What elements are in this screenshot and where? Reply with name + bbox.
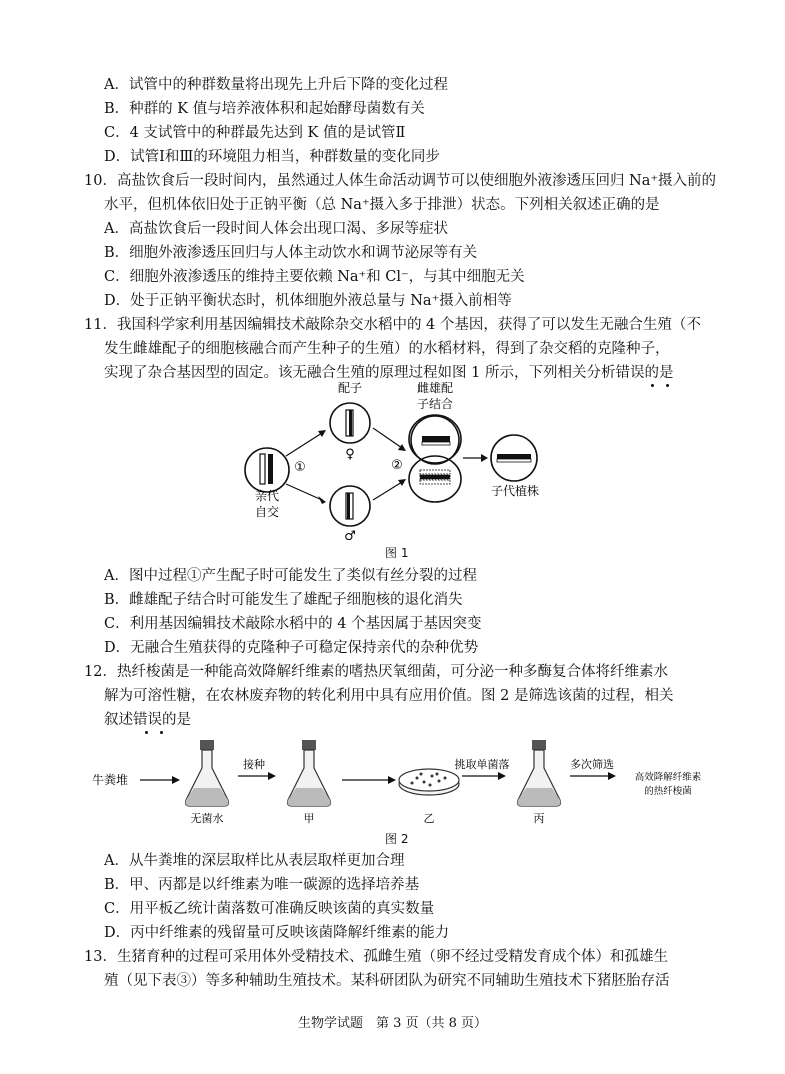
emphasis-dot [651,384,654,387]
step-2-label: ② [391,458,403,473]
answer-option: C．利用基因编辑技术敲除水稻中的 4 个基因属于基因突变 [104,616,482,632]
question-text: 实现了杂合基因型的固定。该无融合生殖的原理过程如图 1 所示，下列相关分析错误的是 [104,365,674,381]
answer-option: B．甲、丙都是以纤维素为唯一碳源的选择培养基 [104,877,420,893]
jia-label: 甲 [303,812,315,825]
gamete-label: 配子 [337,381,363,395]
question-text: 发生雌雄配子的细胞核融合而产生种子的生殖）的水稻材料，得到了杂交稻的克隆种子， [104,341,670,357]
result-label-1: 高效降解纤维素 [634,772,702,783]
source-label: 牛粪堆 [92,773,129,787]
flask-water [186,740,229,806]
fusion-label-2: 子结合 [416,397,454,411]
water-label: 无菌水 [190,812,224,825]
answer-option: C．用平板乙统计菌落数可准确反映该菌的真实数量 [104,901,435,917]
question-text: 解为可溶性糖，在农林废弃物的转化利用中具有应用价值。图 2 是筛选该菌的过程，相关 [104,688,674,704]
question-text: 水平，但机体依旧处于正钠平衡（总 Na⁺摄入多于排泄）状态。下列相关叙述正确的是 [104,197,660,213]
answer-option: B．雌雄配子结合时可能发生了雄配子细胞核的退化消失 [104,592,463,608]
female-symbol: ♀ [345,447,355,462]
question-text: 叙述错误的是 [104,712,191,728]
question-text: 殖（见下表③）等多种辅助生殖技术。某科研团队为研究不同辅助生殖技术下猪胚胎存活 [104,973,670,989]
answer-option: A．从牛粪堆的深层取样比从表层取样更加合理 [104,853,405,869]
multi-screen-label: 多次筛选 [570,758,614,771]
step-1-label: ① [294,460,306,475]
answer-option: A．高盐饮食后一段时间人体会出现口渴、多尿等症状 [104,221,448,237]
figure-1-diagram [230,378,570,540]
emphasis-dot [160,731,163,734]
answer-option: A．试管中的种群数量将出现先上升后下降的变化过程 [104,77,448,93]
emphasis-dot [666,384,669,387]
plate-yi [399,769,459,795]
fusion-label-1: 雌雄配 [416,381,454,395]
answer-option: D．处于正钠平衡状态时，机体细胞外液总量与 Na⁺摄入前相等 [104,293,512,309]
question-stem: 10．高盐饮食后一段时间内，虽然通过人体生命活动调节可以使细胞外液渗透压回归 Na⁺摄入前的 [84,173,717,189]
figure-2-diagram [92,738,712,828]
bing-label: 丙 [533,812,545,825]
flask-bing [518,740,561,806]
yi-label: 乙 [423,812,435,825]
parent-label-1: 亲代 [254,489,280,503]
answer-option: D．丙中纤维素的残留量可反映该菌降解纤维素的能力 [104,925,450,941]
question-stem: 13．生猪育种的过程可采用体外受精技术、孤雌生殖（卵不经过受精发育成个体）和孤雄生 [84,949,668,965]
answer-option: D．试管Ⅰ和Ⅲ的环境阻力相当，种群数量的变化同步 [104,149,440,165]
answer-option: D．无融合生殖获得的克隆种子可稳定保持亲代的杂种优势 [104,640,479,656]
question-stem: 11．我国科学家利用基因编辑技术敲除杂交水稻中的 4 个基因，获得了可以发生无融合生殖（不 [84,317,701,333]
inoculate-label: 接种 [243,758,265,771]
page-footer: 生物学试题 第 3 页（共 8 页） [297,1016,488,1031]
answer-option: B．种群的 K 值与培养液体积和起始酵母菌数有关 [104,101,425,117]
answer-option: B．细胞外液渗透压回归与人体主动饮水和调节泌尿等有关 [104,245,478,261]
emphasis-dot [145,731,148,734]
answer-option: A．图中过程①产生配子时可能发生了类似有丝分裂的过程 [104,568,477,584]
answer-option: C．4 支试管中的种群最先达到 K 值的是试管Ⅱ [104,125,406,141]
male-symbol: ♂ [344,529,356,540]
flask-jia [288,740,331,806]
result-label-2: 的热纤梭菌 [644,786,692,797]
figure-2-caption: 图 2 [385,832,409,846]
figure-1-caption: 图 1 [385,546,409,560]
parent-label-2: 自交 [254,505,280,519]
offspring-label: 子代植株 [490,484,540,498]
question-stem: 12．热纤梭菌是一种能高效降解纤维素的嗜热厌氧细菌，可分泌一种多酶复合体将纤维素水 [84,664,668,680]
pick-colony-label: 挑取单菌落 [454,758,510,771]
answer-option: C．细胞外液渗透压的维持主要依赖 Na⁺和 Cl⁻，与其中细胞无关 [104,269,525,285]
